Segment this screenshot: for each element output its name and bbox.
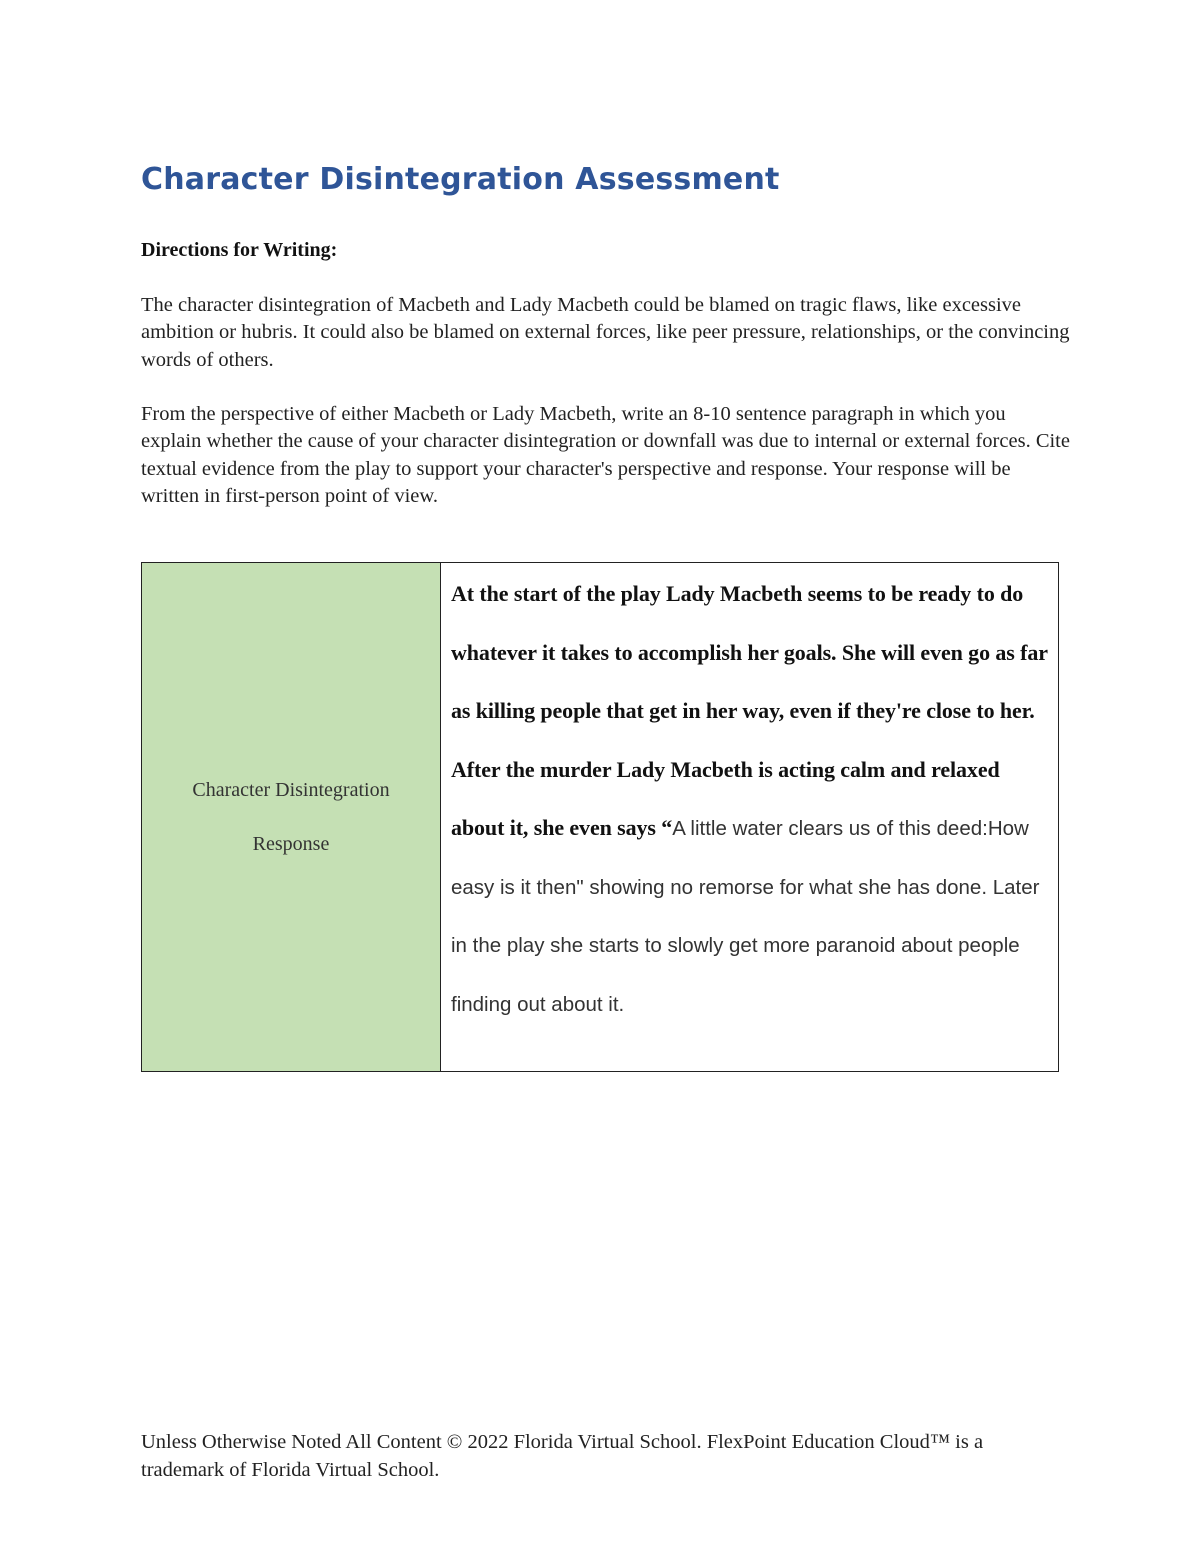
response-label-line-1: Character Disintegration	[192, 779, 390, 801]
response-table	[141, 562, 1059, 1072]
response-table-row	[142, 563, 1059, 1072]
response-text	[451, 563, 1050, 1033]
response-label-cell	[142, 563, 441, 1072]
directions-paragraph-1: The character disintegration of Macbeth and Lady Macbeth could be blamed on tragic flaws, like excessive ambition or hubris. It could also be blamed on external forces, like peer pressure, relationships, or the convincing words of others.	[141, 294, 1070, 371]
response-plain-text: A little water clears us of this deed:How easy is it then" showing no remorse for what she has done. Later in the play she starts to slowly get more paranoid about people finding out about it.	[451, 817, 1040, 1016]
directions-heading: Directions for Writing:	[141, 239, 338, 261]
response-label-line-2: Response	[252, 833, 330, 855]
directions-paragraph-2: From the perspective of either Macbeth or Lady Macbeth, write an 8-10 sentence paragraph in which you explain whether the cause of your character disintegration or downfall was due to internal or external forces. Cite textual evidence from the play to support your character's perspective and response. Your response will be written in first-person point of view.	[141, 403, 1070, 507]
copyright-footer: Unless Otherwise Noted All Content © 2022 Florida Virtual School. FlexPoint Education Cloud™ is a trademark of Florida Virtual School.	[141, 1431, 984, 1481]
response-text-cell[interactable]	[441, 563, 1059, 1072]
page-title: Character Disintegration Assessment	[141, 162, 780, 197]
response-bold-text: At the start of the play Lady Macbeth seems to be ready to do whatever it takes to accomplish her goals. She will even go as far as killing people that get in her way, even if they're close to her. After the murder Lady Macbeth is acting calm and relaxed about it, she even says “	[451, 581, 1048, 840]
